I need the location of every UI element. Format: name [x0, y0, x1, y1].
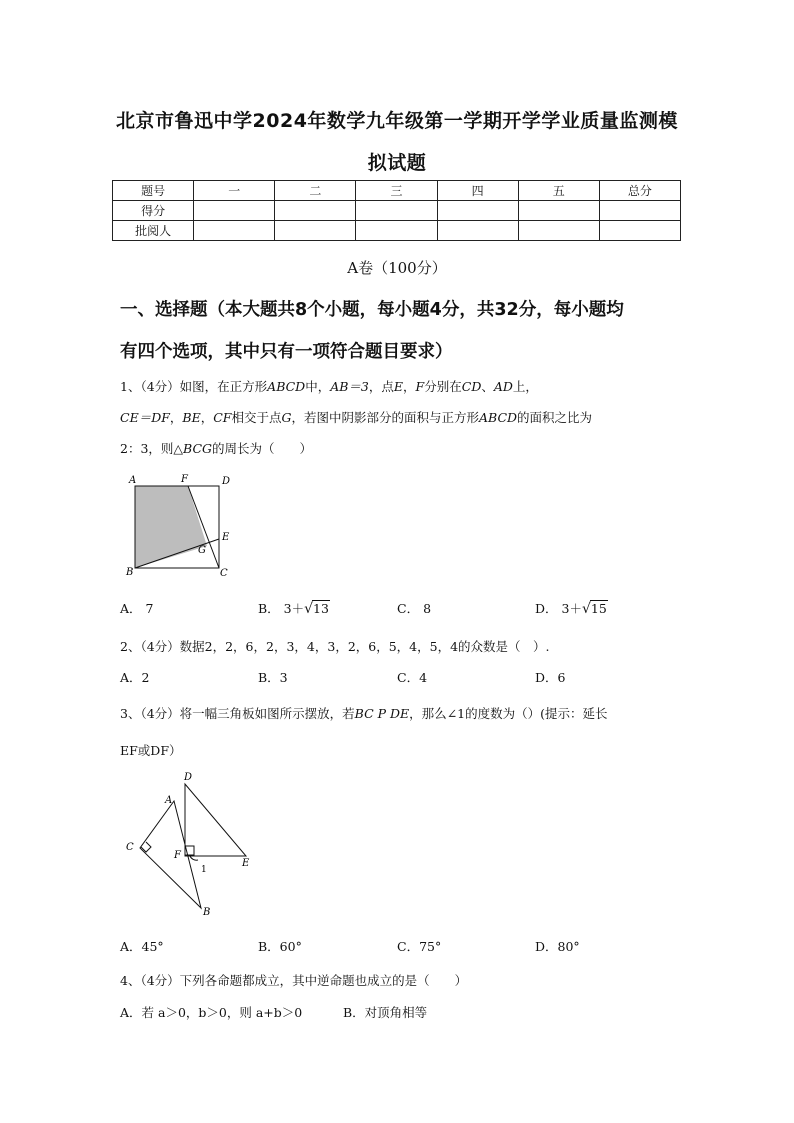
label-c: C: [220, 568, 228, 579]
score-table-row: [113, 221, 681, 241]
score-input-cell[interactable]: [356, 221, 437, 241]
label-d: D: [184, 772, 193, 783]
q2-option-a[interactable]: A．2: [120, 670, 150, 685]
score-input-cell[interactable]: [356, 201, 437, 221]
q1-option-d[interactable]: D． 3＋√15: [535, 601, 607, 617]
score-input-cell[interactable]: [275, 201, 356, 221]
label-1: 1: [201, 865, 207, 875]
score-input-cell[interactable]: [194, 221, 275, 241]
q1-line-2: CE＝DF，BE，CF相交于点G，若图中阴影部分的面积与正方形ABCD的面积之比为: [120, 410, 593, 425]
q3-line-1: 3、（4分）将一幅三角板如图所示摆放，若BC P DE，那么∠1的度数为（）(提示：延长: [120, 706, 608, 721]
label-f: F: [174, 850, 181, 861]
table-cell: 三: [356, 181, 437, 201]
table-row-label: 批阅人: [113, 221, 194, 241]
score-table: [112, 180, 681, 241]
label-b: B: [126, 567, 134, 578]
q2-option-d[interactable]: D．6: [535, 670, 566, 685]
score-table-header-row: [113, 181, 681, 201]
table-cell: 一: [194, 181, 275, 201]
table-cell: 二: [275, 181, 356, 201]
q1-square-figure: [118, 470, 240, 580]
score-input-cell[interactable]: [599, 201, 680, 221]
exam-title-line-2: 拟试题: [367, 152, 427, 174]
part-heading-line-2: 有四个选项，其中只有一项符合题目要求）: [120, 342, 453, 362]
label-b: B: [203, 907, 211, 918]
q2-option-b[interactable]: B．3: [258, 670, 288, 685]
part-heading-line-1: 一、选择题（本大题共8个小题，每小题4分，共32分，每小题均: [120, 300, 624, 320]
q3-option-b[interactable]: B．60°: [258, 939, 302, 954]
score-input-cell[interactable]: [437, 221, 518, 241]
label-e: E: [222, 532, 230, 543]
q3-line-2: EF或DF）: [120, 743, 182, 758]
table-row-label: 得分: [113, 201, 194, 221]
table-cell: 总分: [599, 181, 680, 201]
score-input-cell[interactable]: [518, 221, 599, 241]
q3-option-a[interactable]: A．45°: [120, 939, 164, 954]
table-cell: 题号: [113, 181, 194, 201]
label-c: C: [126, 842, 134, 853]
q3-option-c[interactable]: C．75°: [397, 939, 442, 954]
label-a: A: [165, 795, 173, 806]
q1-option-b[interactable]: B． 3＋√13: [258, 601, 329, 617]
label-g: G: [198, 545, 206, 556]
label-f: F: [181, 474, 188, 485]
label-d: D: [222, 476, 231, 487]
q4-text: 4、（4分）下列各命题都成立，其中逆命题也成立的是（ ）: [120, 973, 468, 988]
table-cell: 五: [518, 181, 599, 201]
section-title: A卷（100分）: [347, 259, 447, 277]
q1-option-c[interactable]: C． 8: [397, 601, 432, 616]
q1-line-3: 2：3，则△BCG的周长为（ ）: [120, 441, 313, 456]
q1-option-a[interactable]: A． 7: [120, 601, 154, 616]
score-input-cell[interactable]: [518, 201, 599, 221]
q1-line-1: 1、（4分）如图，在正方形ABCD中，AB＝3，点E，F分别在CD、AD上，: [120, 379, 538, 394]
label-e: E: [242, 858, 250, 869]
score-input-cell[interactable]: [437, 201, 518, 221]
angle-1-arc: [190, 856, 198, 860]
score-input-cell[interactable]: [599, 221, 680, 241]
q3-triangle-figure: [118, 768, 258, 920]
triangle-dfe: [185, 784, 246, 856]
q2-option-c[interactable]: C．4: [397, 670, 428, 685]
score-input-cell[interactable]: [194, 201, 275, 221]
score-input-cell[interactable]: [275, 221, 356, 241]
q4-option-b[interactable]: B．对顶角相等: [343, 1005, 428, 1020]
exam-title-line-1: 北京市鲁迅中学2024年数学九年级第一学期开学学业质量监测模: [116, 110, 678, 132]
table-cell: 四: [437, 181, 518, 201]
label-a: A: [129, 475, 137, 486]
q3-option-d[interactable]: D．80°: [535, 939, 580, 954]
q2-text: 2、（4分）数据2，2，6，2，3，4，3，2，6，5，4，5，4的众数是（ ）.: [120, 639, 550, 654]
score-table-row: [113, 201, 681, 221]
q4-option-a[interactable]: A．若 a＞0，b＞0，则 a+b＞0: [120, 1005, 303, 1020]
